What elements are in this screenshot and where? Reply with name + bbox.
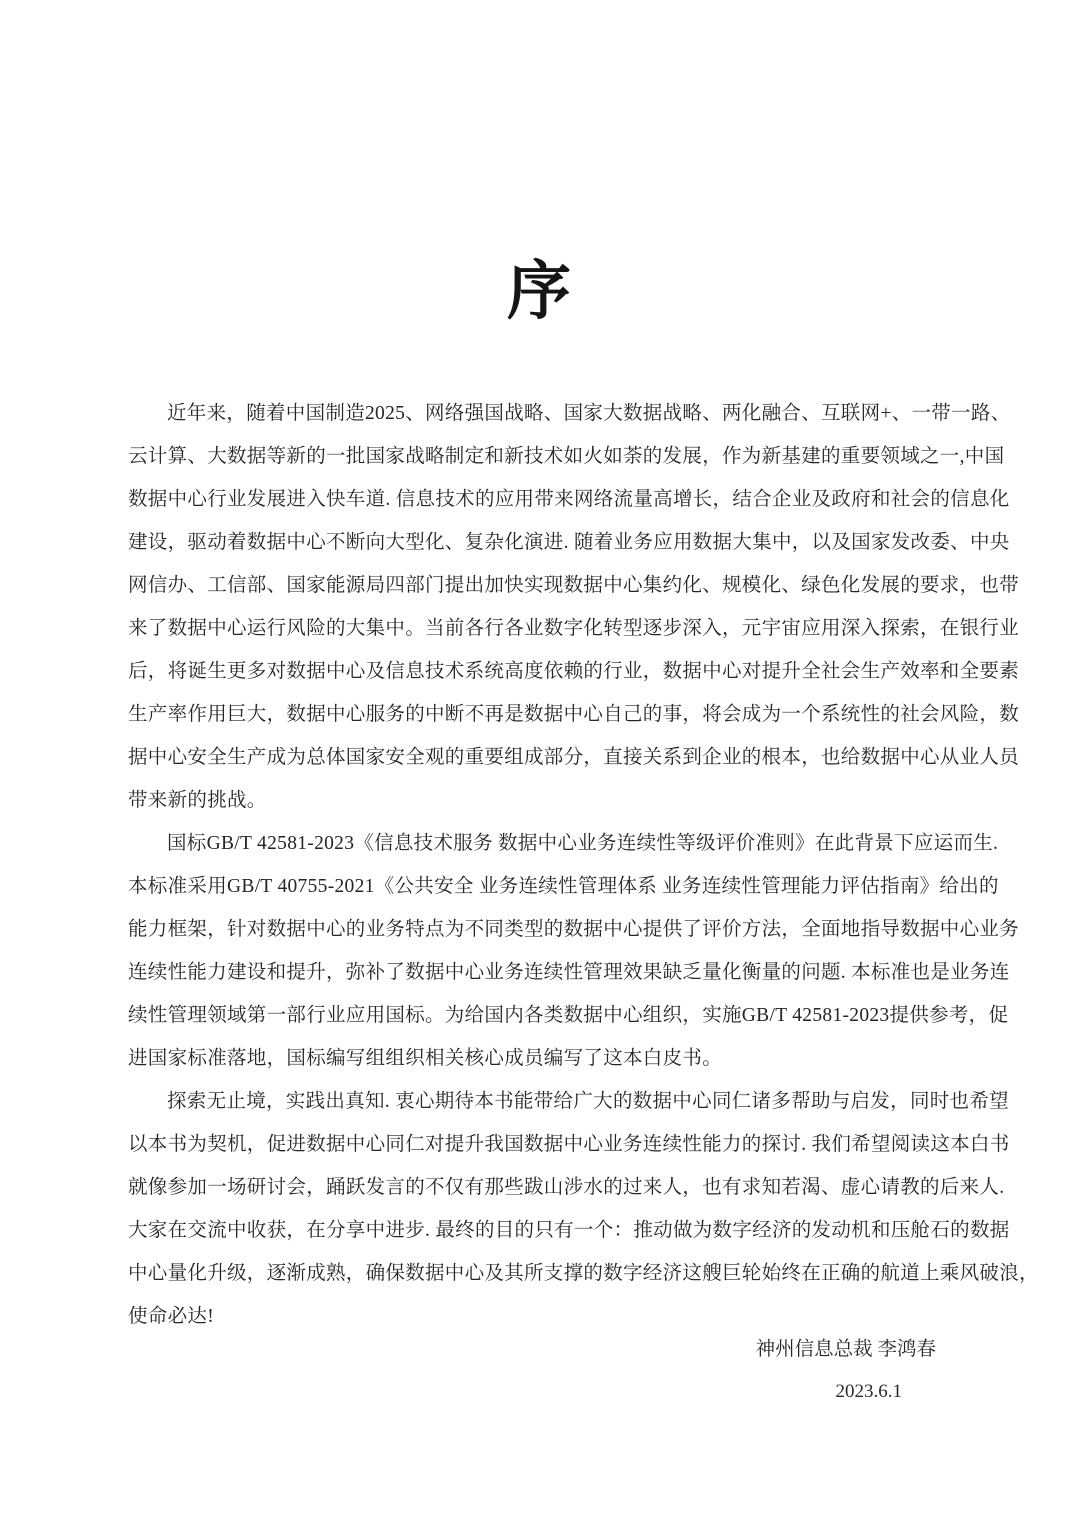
text-line: 网信办、工信部、国家能源局四部门提出加快实现数据中心集约化、规模化、绿色化发展的要求，也带 bbox=[128, 575, 1020, 596]
text-line: 据中心安全生产成为总体国家安全观的重要组成部分，直接关系到企业的根本，也给数据中心从业人员 bbox=[128, 747, 1020, 768]
text-line: 就像参加一场研讨会，踊跃发言的不仅有那些跋山涉水的过来人，也有求知若渴、虚心请教的后来人. bbox=[128, 1177, 1005, 1198]
text-line: 进国家标准落地，国标编写组组织相关核心成员编写了这本白皮书。 bbox=[128, 1048, 723, 1069]
text-line: 能力框架，针对数据中心的业务特点为不同类型的数据中心提供了评价方法，全面地指导数据中心业务 bbox=[128, 919, 1020, 940]
text-line: 续性管理领域第一部行业应用国标。为给国内各类数据中心组织，实施GB/T 42581-2023提供参考，促 bbox=[128, 1005, 1009, 1026]
text-line: 生产率作用巨大，数据中心服务的中断不再是数据中心自己的事，将会成为一个系统性的社会风险，数 bbox=[128, 704, 1020, 725]
text-line: 本标准采用GB/T 40755-2021《公共安全 业务连续性管理体系 业务连续性管理能力评估指南》给出的 bbox=[128, 876, 999, 897]
text-line: 连续性能力建设和提升，弥补了数据中心业务连续性管理效果缺乏量化衡量的问题. 本标准也是业务连 bbox=[128, 962, 1010, 983]
text-line: 大家在交流中收获，在分享中进步. 最终的目的只有一个：推动做为数字经济的发动机和压舱石的数据 bbox=[128, 1220, 1010, 1241]
text-line: 数据中心行业发展进入快车道. 信息技术的应用带来网络流量高增长，结合企业及政府和社会的信息化 bbox=[128, 489, 1010, 510]
text-line: 近年来，随着中国制造2025、网络强国战略、国家大数据战略、两化融合、互联网+、一带一路、 bbox=[167, 403, 1011, 424]
text-line: 云计算、大数据等新的一批国家战略制定和新技术如火如荼的发展，作为新基建的重要领域之一,中国 bbox=[128, 446, 1005, 467]
signature: 神州信息总裁 李鸿春 bbox=[755, 1339, 936, 1360]
preface-body bbox=[128, 392, 1039, 1338]
text-line: 带来新的挑战。 bbox=[128, 790, 267, 811]
page-title: 序 bbox=[507, 256, 573, 327]
text-line: 探索无止境，实践出真知. 衷心期待本书能带给广大的数据中心同仁诸多帮助与启发，同时也希望 bbox=[167, 1091, 1009, 1112]
text-line: 后，将诞生更多对数据中心及信息技术系统高度依赖的行业，数据中心对提升全社会生产效率和全要素 bbox=[128, 661, 1020, 682]
text-line: 中心量化升级，逐渐成熟，确保数据中心及其所支撑的数字经济这艘巨轮始终在正确的航道上乘风破浪， bbox=[128, 1263, 1039, 1284]
text-line: 国标GB/T 42581-2023《信息技术服务 数据中心业务连续性等级评价准则》在此背景下应运而生. bbox=[167, 833, 999, 854]
text-line: 使命必达! bbox=[128, 1306, 214, 1327]
signature-date: 2023.6.1 bbox=[835, 1381, 902, 1402]
text-line: 以本书为契机，促进数据中心同仁对提升我国数据中心业务连续性能力的探讨. 我们希望阅读这本白书 bbox=[128, 1134, 1010, 1155]
text-line: 建设，驱动着数据中心不断向大型化、复杂化演进. 随着业务应用数据大集中，以及国家发改委、中央 bbox=[128, 532, 1010, 553]
text-line: 来了数据中心运行风险的大集中。当前各行各业数字化转型逐步深入，元宇宙应用深入探索，在银行业 bbox=[128, 618, 1020, 639]
